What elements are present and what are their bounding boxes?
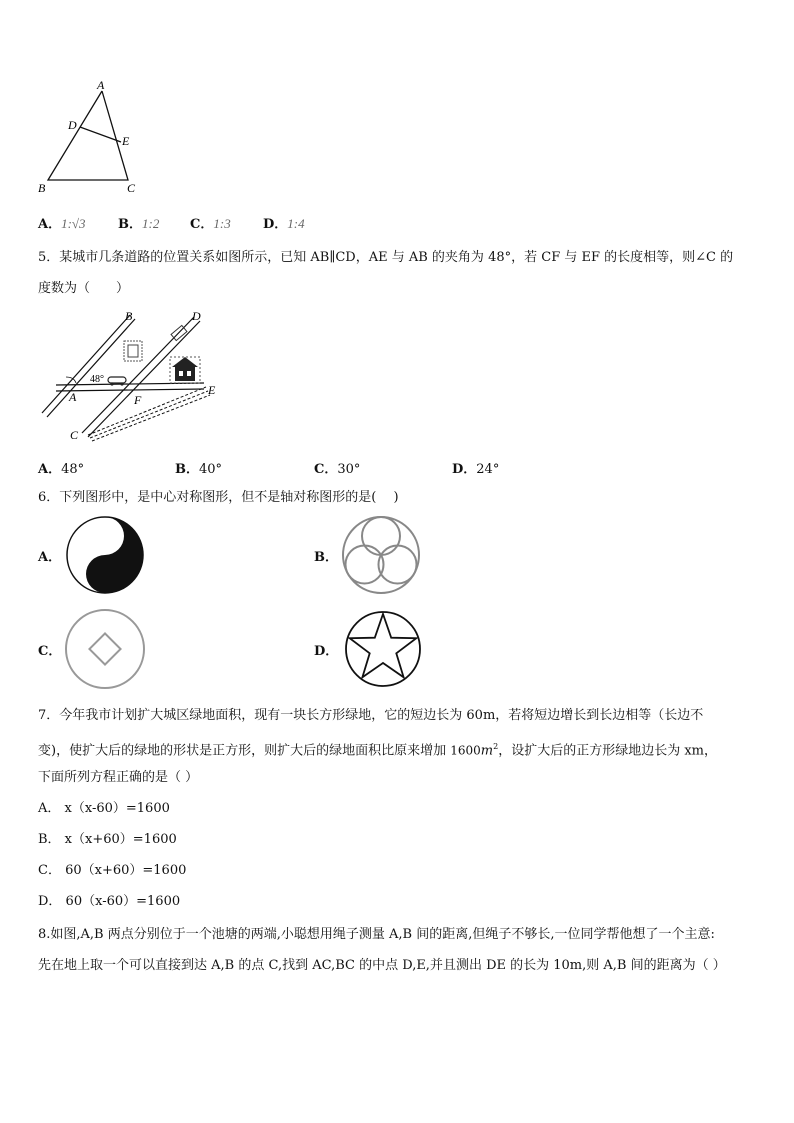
q5-label-d: D	[192, 309, 201, 323]
building-icon	[124, 341, 142, 361]
q5-options	[38, 458, 558, 476]
q6-option-a-figure	[64, 514, 146, 596]
q5-label-a: A	[69, 390, 77, 404]
q7-option-c: C． 60（x+60）=1600	[38, 863, 187, 878]
q5-stem-line1: 5．某城市几条道路的位置关系如图所示，已知 AB∥CD，AE 与 AB 的夹角为 48°，若 CF 与 EF 的长度相等，则∠C 的	[38, 250, 734, 265]
q4-options	[38, 213, 358, 231]
q7-stem-line3: 下面所列方程正确的是（ ）	[38, 770, 199, 785]
q5-option-d-letter: D．	[452, 462, 477, 477]
q5-label-f: F	[134, 393, 142, 407]
q6-option-d-figure	[342, 608, 424, 690]
q4-option-d-value: 1:4	[287, 216, 305, 231]
q6-stem: 6．下列图形中，是中心对称图形，但不是轴对称图形的是( )	[38, 490, 399, 505]
q7-stem-line1: 7．今年我市计划扩大城区绿地面积，现有一块长方形绿地，它的短边长为 60m，若将短边增长到长边相等（长边不	[38, 708, 704, 723]
q4-option-d-letter: D．	[263, 217, 288, 232]
q5-stem-line2: 度数为（ ）	[38, 281, 130, 296]
q5-label-c: C	[70, 428, 79, 442]
q5-option-b-letter: B．	[175, 462, 199, 477]
q6-option-c-figure	[62, 606, 148, 692]
house-icon	[170, 357, 200, 383]
q7-option-a: A． x（x-60）=1600	[38, 801, 170, 816]
q6-option-d-letter: D．	[314, 644, 339, 659]
q4-label-e: E	[122, 134, 130, 148]
q5-option-b-value: 40°	[199, 462, 223, 477]
q5-option-c-value: 30°	[337, 462, 361, 477]
q5-roads-figure	[36, 305, 226, 445]
q4-option-a-letter: A．	[38, 217, 62, 232]
q6-option-b-letter: B．	[314, 550, 338, 565]
q7-option-d: D． 60（x-60）=1600	[38, 894, 181, 909]
q4-option-c-letter: C．	[190, 217, 214, 232]
q6-option-b-figure	[338, 513, 424, 597]
q7-stem-line2-part2: ，设扩大后的正方形绿地边长为 xm，	[498, 743, 717, 759]
q5-option-c-letter: C．	[314, 462, 338, 477]
q4-option-b-letter: B．	[118, 217, 142, 232]
q7-area-value: 1600	[450, 743, 481, 758]
q5-option-d-value: 24°	[476, 462, 500, 477]
q5-option-a-letter: A．	[38, 462, 62, 477]
q7-stem-line2	[38, 737, 717, 761]
q6-option-a-letter: A．	[38, 550, 62, 565]
q4-triangle-figure	[30, 76, 150, 198]
q4-option-c-value: 1:3	[213, 216, 231, 231]
q8-stem-line2: 先在地上取一个可以直接到达 A,B 的点 C,找到 AC,BC 的中点 D,E,并且测出 DE 的长为 10m,则 A,B 间的距离为（ ）	[38, 958, 726, 973]
q7-area-unit-exponent: 2	[493, 742, 499, 751]
q7-stem-line2-part1: 变)，使扩大后的绿地的形状是正方形，则扩大后的绿地面积比原来增加	[38, 743, 451, 759]
q5-option-a-value: 48°	[61, 462, 85, 477]
q4-label-a: A	[97, 78, 105, 92]
q8-stem-line1: 8.如图,A,B 两点分别位于一个池塘的两端,小聪想用绳子测量 A,B 间的距离,但绳子不够长,一位同学帮他想了一个主意:	[38, 927, 715, 942]
q4-label-c: C	[127, 181, 136, 195]
q5-label-e: E	[208, 383, 216, 397]
q7-option-b: B． x（x+60）=1600	[38, 832, 177, 847]
q6-option-c-letter: C．	[38, 644, 62, 659]
q7-area-unit: m	[480, 743, 494, 759]
q4-option-a-value: 1:√3	[61, 216, 86, 231]
q4-label-b: B	[38, 181, 46, 195]
q5-label-b: B	[125, 309, 133, 323]
q4-label-d: D	[68, 118, 77, 132]
q5-label-angle: 48°	[90, 374, 104, 385]
q4-option-b-value: 1:2	[142, 216, 160, 231]
